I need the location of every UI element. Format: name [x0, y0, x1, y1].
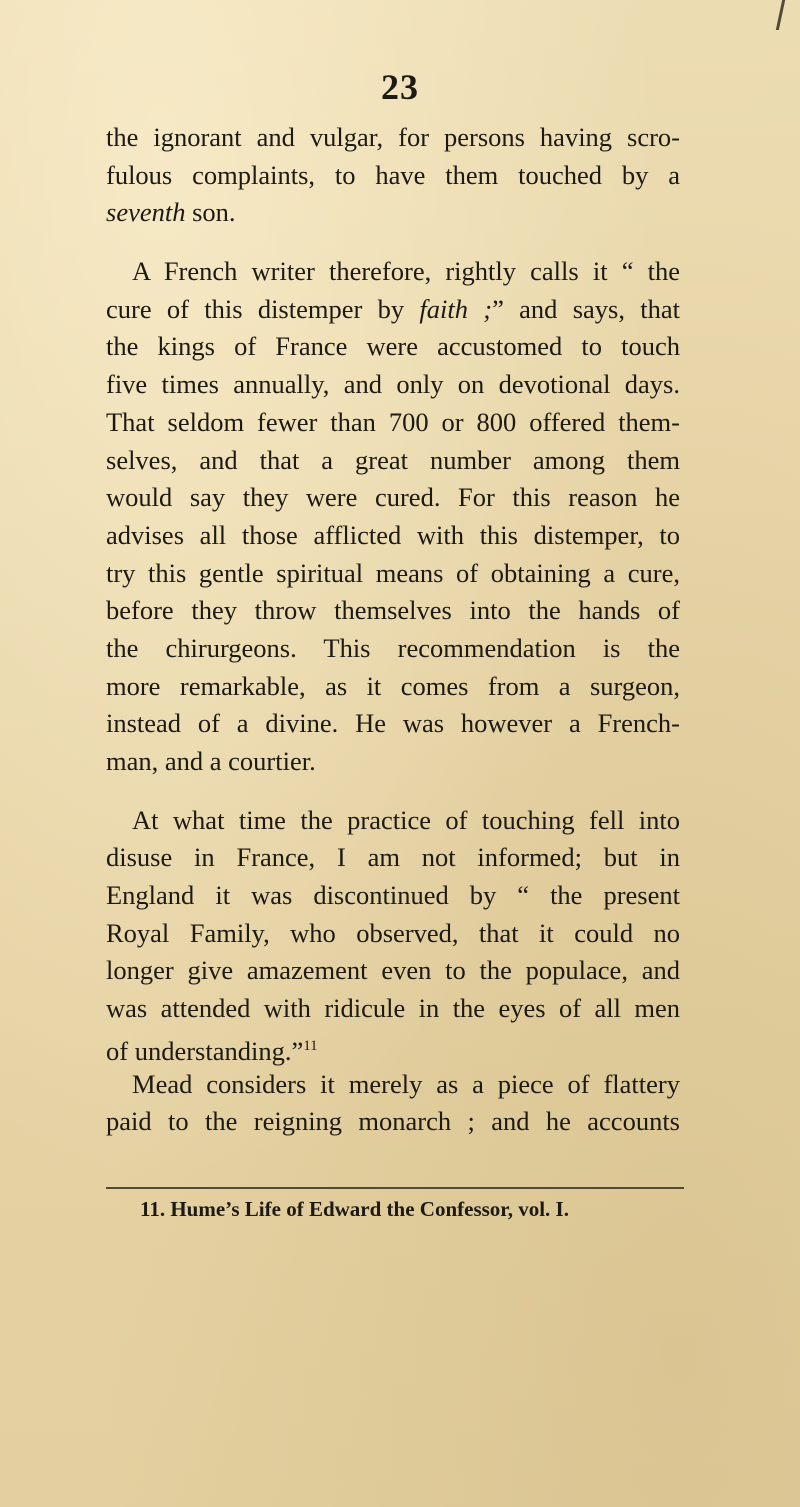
page-edge-mark: [776, 0, 797, 30]
text-line: was attended with ridicule in the eyes of all men: [106, 993, 680, 1024]
body-text: [106, 119, 680, 1141]
text-line: man, and a courtier.: [106, 746, 316, 776]
text-line: before they throw themselves into the hands of: [106, 595, 680, 626]
text-fragment: cure of this distemper by: [106, 293, 420, 324]
text-line: longer give amazement even to the populace, and: [106, 955, 680, 986]
text-line: A French writer therefore, rightly calls it “ the: [132, 256, 680, 287]
text-line: selves, and that a great number among them: [106, 444, 680, 475]
text-fragment: son.: [185, 197, 236, 228]
text-line: try this gentle spiritual means of obtaining a cure,: [106, 557, 680, 588]
text-line: [106, 1028, 680, 1066]
paragraph-gap: [106, 232, 680, 253]
text-line: Mead considers it merely as a piece of flattery: [132, 1068, 680, 1099]
paragraph-gap: [106, 781, 680, 802]
text-line: the kings of France were accustomed to touch: [106, 331, 680, 362]
text-line: At what time the practice of touching fell into: [132, 804, 680, 835]
footnote-divider: [106, 1187, 684, 1189]
text-line: more remarkable, as it comes from a surgeon,: [106, 670, 680, 701]
text-line: Royal Family, who observed, that it could no: [106, 917, 680, 948]
text-line: would say they were cured. For this reason he: [106, 482, 680, 513]
text-line: That seldom fewer than 700 or 800 offered them-: [106, 406, 680, 437]
footnote-reference: 11: [303, 1037, 318, 1054]
text-line: the chirurgeons. This recommendation is the: [106, 632, 680, 663]
text-line: the ignorant and vulgar, for persons having scro-: [106, 122, 680, 152]
text-line: [106, 194, 680, 232]
emphasis-faith: faith ;: [419, 293, 493, 324]
text-line: fulous complaints, to have them touched by a: [106, 159, 680, 190]
text-line: [106, 291, 680, 329]
text-line: advises all those afflicted with this distemper, to: [106, 519, 680, 550]
text-fragment: of understanding.”: [106, 1035, 304, 1066]
page-number: 23: [381, 67, 419, 107]
emphasis-seventh: seventh: [106, 197, 186, 228]
text-line: disuse in France, I am not informed; but in: [106, 842, 680, 873]
footnote: 11. Hume’s Life of Edward the Confessor, vol. I.: [140, 1197, 569, 1221]
text-fragment: ” and says, that: [492, 293, 680, 324]
text-line: England it was discontinued by “ the present: [106, 880, 680, 911]
text-line: five times annually, and only on devotional days.: [106, 369, 680, 400]
text-line: instead of a divine. He was however a French-: [106, 708, 680, 739]
text-line: paid to the reigning monarch ; and he accounts: [106, 1106, 680, 1137]
